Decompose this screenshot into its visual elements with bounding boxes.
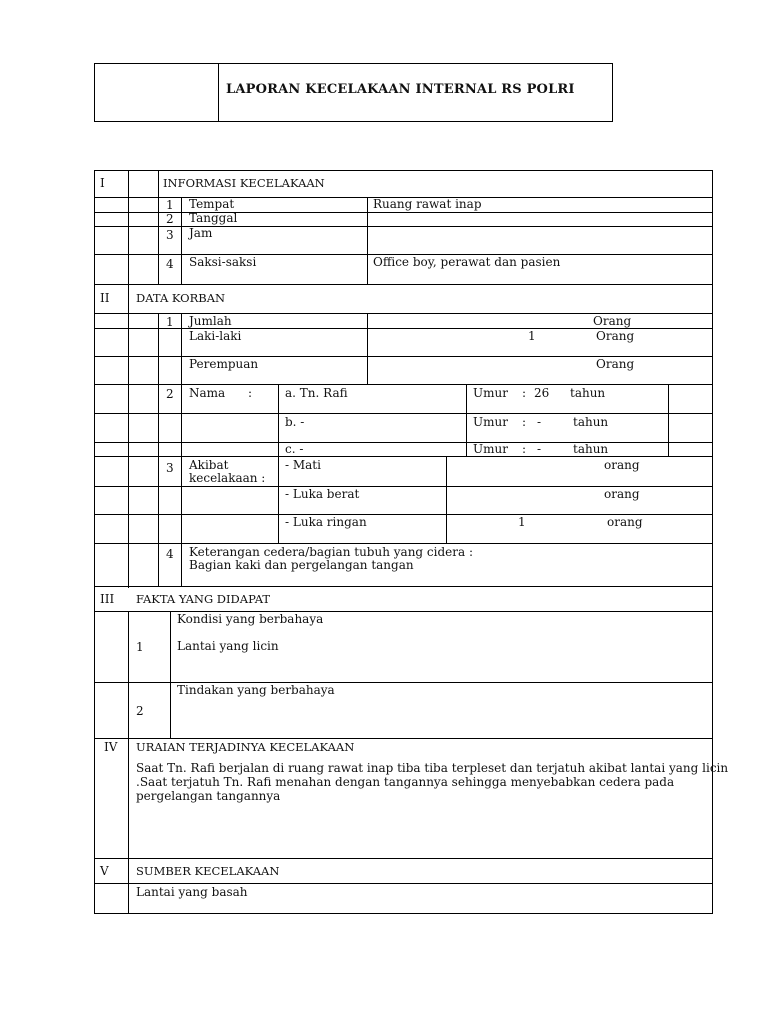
header-border-left: [94, 63, 95, 122]
section-title: FAKTA YANG DIDAPAT: [136, 592, 271, 606]
section-number: I: [100, 176, 105, 190]
col-sec1-value: [367, 197, 368, 285]
victim-umur-colon: :: [522, 442, 527, 456]
header-border-right: [612, 63, 613, 122]
laki-laki-value: 1: [528, 329, 536, 343]
row-label: Jam: [189, 226, 213, 240]
row-label: Tanggal: [189, 211, 238, 225]
row-line-perempuan: [94, 384, 713, 385]
jumlah-unit: Orang: [593, 314, 632, 328]
row-number: 3: [166, 228, 174, 242]
keterangan-label: Keterangan cedera/bagian tubuh yang cidera :: [189, 545, 474, 559]
row-number: 2: [166, 212, 174, 226]
victim-umur-value: -: [537, 415, 542, 429]
row-line-sec1-a: [94, 212, 713, 213]
section-title: SUMBER KECELAKAAN: [136, 864, 280, 878]
section-number: V: [100, 864, 109, 878]
akibat-label-cont: kecelakaan :: [189, 471, 266, 485]
uraian-line: pergelangan tangannya: [136, 789, 281, 803]
victim-umur-value: -: [537, 442, 542, 456]
perempuan-label: Perempuan: [189, 357, 259, 371]
akibat-value: 1: [518, 515, 526, 529]
col-roman-divider: [128, 170, 129, 588]
row-label: Saksi-saksi: [189, 255, 257, 269]
victim-umur-unit: tahun: [573, 442, 609, 456]
fakta-detail: Lantai yang licin: [177, 639, 279, 653]
col-subnum-right: [181, 197, 182, 285]
col-subnum-right-2: [181, 314, 182, 587]
victim-umur-unit: tahun: [570, 386, 606, 400]
section-number: III: [100, 592, 115, 606]
row-line-sec2-top: [94, 284, 713, 285]
row-line-sec5-top: [94, 858, 713, 859]
header-border-top: [94, 63, 613, 64]
row-line-akibat-c: [94, 543, 713, 544]
row-line-sec4-top: [94, 738, 713, 739]
victim-umur-label: Umur: [473, 442, 508, 456]
section-number: IV: [104, 740, 118, 754]
col-nama-umur: [466, 385, 467, 457]
nama-label: Nama: [189, 386, 226, 400]
akibat-number: 3: [166, 461, 174, 475]
row-line-sec5-head: [94, 883, 713, 884]
keterangan-value: Bagian kaki dan pergelangan tangan: [189, 558, 414, 572]
fakta-number: 1: [136, 640, 144, 654]
victim-umur-unit: tahun: [573, 415, 609, 429]
nama-number: 2: [166, 387, 174, 401]
keterangan-number: 4: [166, 547, 174, 561]
row-number: 4: [166, 257, 174, 271]
sumber-value: Lantai yang basah: [136, 885, 248, 899]
header-divider: [218, 63, 219, 122]
fakta-heading: Tindakan yang berbahaya: [177, 683, 335, 697]
jumlah-number: 1: [166, 315, 174, 329]
victim-umur-colon: :: [522, 386, 527, 400]
col-sec2-jumlah-value: [367, 314, 368, 385]
section-number: II: [100, 291, 110, 305]
row-value: Ruang rawat inap: [373, 197, 482, 211]
laki-laki-label: Laki-laki: [189, 329, 242, 343]
fakta-heading: Kondisi yang berbahaya: [177, 612, 324, 626]
akibat-unit: orang: [607, 515, 643, 529]
col-nama-extra: [668, 385, 669, 457]
table-border-bottom: [94, 913, 713, 914]
row-value: Office boy, perawat dan pasien: [373, 255, 561, 269]
col-subnum-left: [158, 170, 159, 285]
col-subnum-left-2: [158, 314, 159, 587]
col-nama-name: [278, 385, 279, 544]
uraian-line: .Saat terjatuh Tn. Rafi menahan dengan tangannya sehingga menyebabkan cedera pada: [136, 775, 675, 789]
col-akibat-value: [446, 457, 447, 544]
akibat-unit: orang: [604, 487, 640, 501]
section-title: INFORMASI KECELAKAAN: [163, 176, 325, 190]
table-border-right: [712, 170, 713, 914]
row-line-nama-b: [94, 442, 713, 443]
row-line-sec3-top: [94, 586, 713, 587]
table-border-left: [94, 170, 95, 914]
victim-name: a. Tn. Rafi: [285, 386, 348, 400]
header-border-bottom: [94, 121, 613, 122]
akibat-unit: orang: [604, 458, 640, 472]
jumlah-label: Jumlah: [189, 314, 232, 328]
akibat-type: - Luka berat: [285, 487, 360, 501]
victim-name: b. -: [285, 415, 305, 429]
victim-umur-value: 26: [534, 386, 550, 400]
table-border-top: [94, 170, 713, 171]
laki-laki-unit: Orang: [596, 329, 635, 343]
akibat-type: - Luka ringan: [285, 515, 367, 529]
row-line-sec1-b: [94, 226, 713, 227]
akibat-label: Akibat: [189, 458, 229, 472]
row-line-nama-a: [94, 413, 713, 414]
victim-umur-label: Umur: [473, 415, 508, 429]
section-title: URAIAN TERJADINYA KECELAKAAN: [136, 740, 355, 754]
row-number: 1: [166, 198, 174, 212]
uraian-line: Saat Tn. Rafi berjalan di ruang rawat inap tiba tiba terpleset dan terjatuh akibat lantai yang licin: [136, 761, 729, 775]
row-label: Tempat: [189, 197, 235, 211]
col-sec3-sub: [170, 612, 171, 739]
row-line-nama-c: [94, 456, 713, 457]
section-title: DATA KORBAN: [136, 291, 226, 305]
col-roman-divider-2: [128, 612, 129, 914]
victim-name: c. -: [285, 442, 304, 456]
nama-colon: :: [248, 386, 253, 400]
fakta-number: 2: [136, 704, 144, 718]
victim-umur-label: Umur: [473, 386, 508, 400]
victim-umur-colon: :: [522, 415, 527, 429]
perempuan-unit: Orang: [596, 357, 635, 371]
akibat-type: - Mati: [285, 458, 321, 472]
report-title: LAPORAN KECELAKAAN INTERNAL RS POLRI: [226, 82, 575, 97]
